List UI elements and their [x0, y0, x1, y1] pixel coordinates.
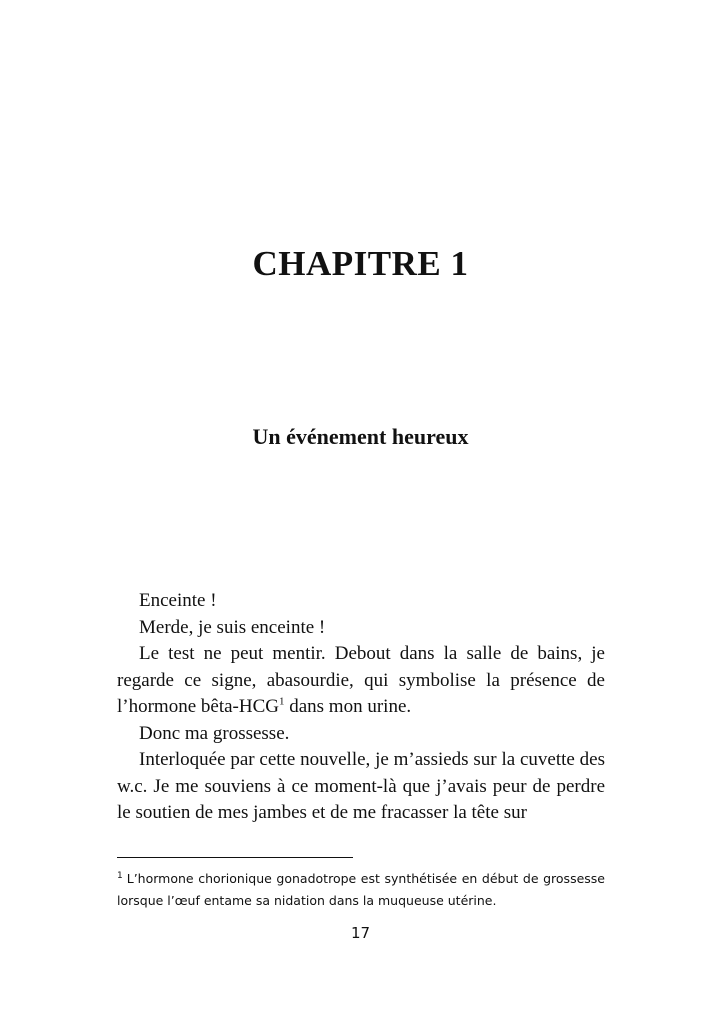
footnote-number: 1 — [117, 870, 123, 881]
chapter-subtitle: Un événement heureux — [252, 424, 469, 449]
chapter-title: CHAPITRE 1 — [252, 244, 469, 283]
paragraph-text-tail: dans mon urine. — [284, 696, 412, 717]
footnote-text: L’hormone chorionique gonadotrope est synthétisée en début de grossesse lorsque l’œuf entame sa nidation dans la muqueuse utérine. — [117, 871, 605, 908]
page-number: 17 — [350, 924, 371, 942]
footnote — [117, 868, 605, 912]
paragraph — [117, 641, 605, 721]
paragraph-text: Le test ne peut mentir. Debout dans la salle de bains, je regarde ce signe, abasourdie, qui symbolise la présence de l’hormone bêta-HCG — [117, 643, 605, 717]
body-text — [117, 588, 605, 827]
footnote-divider — [117, 857, 353, 858]
paragraph: Enceinte ! — [139, 590, 217, 611]
paragraph: Merde, je suis enceinte ! — [139, 616, 326, 638]
paragraph: Donc ma grossesse. — [139, 722, 290, 744]
paragraph: Interloquée par cette nouvelle, je m’assieds sur la cuvette des w.c. Je me souviens à ce moment-là que j’avais peur de perdre le soutien de mes jambes et de me fracasser la tête sur — [117, 749, 605, 823]
footnote-reference[interactable]: 1 — [278, 695, 285, 708]
